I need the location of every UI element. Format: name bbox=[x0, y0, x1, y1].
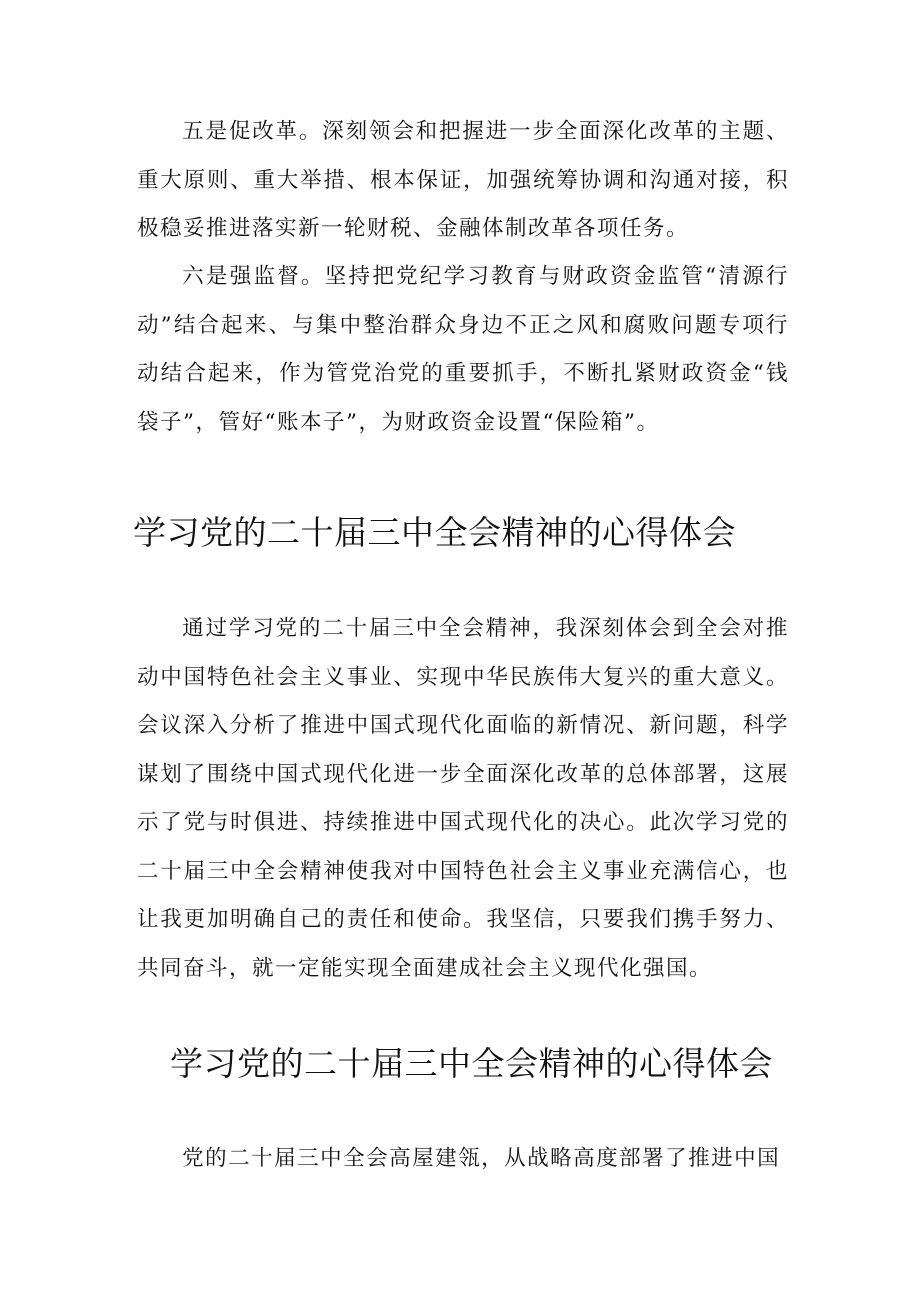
paragraph-reflection: 通过学习党的二十届三中全会精神，我深刻体会到全会对推动中国特色社会主义事业、实现中华民族伟大复兴的重大意义。会议深入分析了推进中国式现代化面临的新情况、新问题，科学谋划了围绕中国式现代化进一步全面深化改革的总体部署，这展示了党与时俱进、持续推进中国式现代化的决心。此次学习党的二十届三中全会精神使我对中国特色社会主义事业充满信心，也让我更加明确自己的责任和使命。我坚信，只要我们携手努力、共同奋斗，就一定能实现全面建成社会主义现代化强国。 bbox=[137, 616, 789, 981]
section-heading-1: 学习党的二十届三中全会精神的心得体会 bbox=[133, 513, 736, 552]
paragraph-continued: 党的二十届三中全会高屋建瓴，从战略高度部署了推进中国 bbox=[182, 1146, 781, 1171]
paragraph-supervision: 六是强监督。坚持把党纪学习教育与财政资金监管“清源行动”结合起来、与集中整治群众身边不正之风和腐败问题专项行动结合起来，作为管党治党的重要抓手，不断扎紧财政资金“钱袋子”，管好“账本子”，为财政资金设置“保险箱”。 bbox=[137, 264, 789, 435]
paragraph-reform: 五是促改革。深刻领会和把握进一步全面深化改革的主题、重大原则、重大举措、根本保证，加强统筹协调和沟通对接，积极稳妥推进落实新一轮财税、金融体制改革各项任务。 bbox=[137, 119, 789, 241]
section-heading-2: 学习党的二十届三中全会精神的心得体会 bbox=[170, 1044, 773, 1083]
